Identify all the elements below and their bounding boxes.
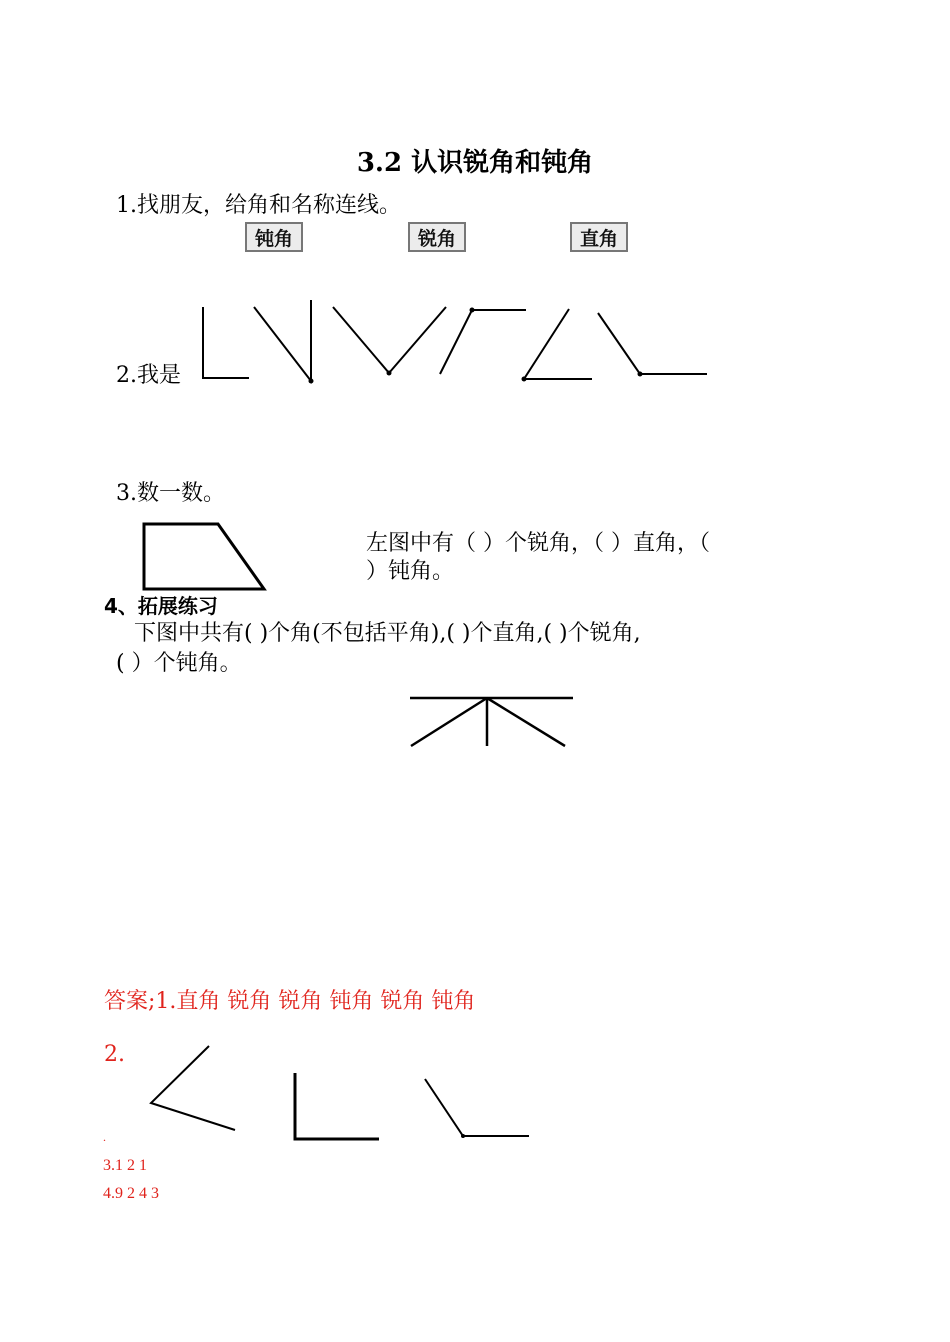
angle-acute-figure-2 (333, 307, 446, 373)
question-3-line-1: 左图中有（ ）个锐角，（ ）直角，（ (366, 531, 710, 556)
answer-3: 3.1 2 1 (103, 1157, 147, 1174)
angle-acute-figure-1 (254, 300, 311, 381)
angle-obtuse-figure-2 (598, 313, 707, 374)
question-4-heading: 4、拓展练习 (104, 594, 218, 618)
question-1-text: 1.找朋友，给角和名称连线。 (116, 193, 401, 218)
answer-2-label: 2. (104, 1042, 125, 1067)
trapezoid-figure (140, 518, 280, 598)
label-right-angle: 直角 (570, 222, 628, 252)
angle-acute-figure-3 (524, 309, 592, 379)
question-3-line-2: ）钝角。 (366, 559, 455, 584)
answer-acute-figure (151, 1046, 235, 1130)
answer-2-figures (0, 1040, 950, 1200)
answer-obtuse-figure (425, 1079, 529, 1136)
angle-figures-row (0, 0, 950, 420)
angle-right-figure (203, 307, 249, 378)
question-3-text: 3.数一数。 (116, 481, 225, 506)
answer-right-figure (295, 1073, 379, 1139)
answer-dot: . (103, 1130, 106, 1144)
angle-count-figure (405, 692, 585, 752)
question-4-line-2: ( ）个钝角。 (116, 651, 242, 676)
question-2-text: 2.我是 (116, 363, 181, 388)
label-obtuse-angle: 钝角 (245, 222, 303, 252)
angle-obtuse-figure-1 (440, 310, 526, 374)
answer-4: 4.9 2 4 3 (103, 1185, 159, 1202)
label-acute-angle: 锐角 (408, 222, 466, 252)
question-4-line-1: 下图中共有( )个角(不包括平角),( )个直角,( )个锐角, (134, 621, 641, 646)
page-title: 3.2 认识锐角和钝角 (356, 148, 594, 178)
answer-line-1: 答案;1.直角 锐角 锐角 钝角 锐角 钝角 (104, 989, 476, 1014)
